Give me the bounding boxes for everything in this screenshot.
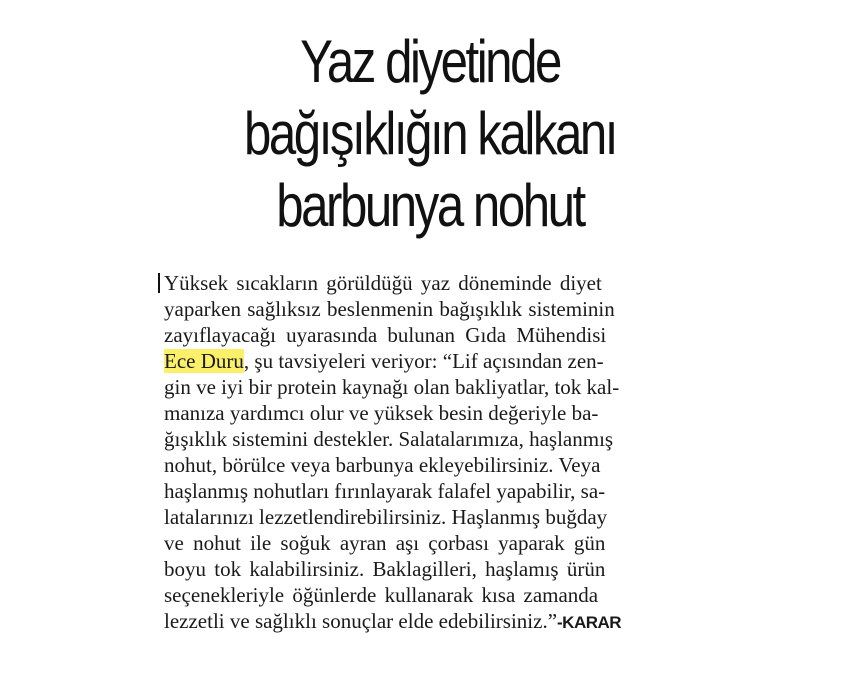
lead-rule <box>158 273 160 293</box>
body-line-2: yaparken sağlıksız beslenmenin bağışıklık sisteminin <box>164 297 615 321</box>
headline <box>200 26 659 242</box>
body-line-8: nohut, börülce veya barbunya ekleyebilirsiniz. Veya <box>164 453 601 477</box>
body-line-5: gin ve iyi bir protein kaynağı olan bakliyatlar, tok kal- <box>164 375 620 399</box>
body-line-9: haşlanmış nohutları fırınlayarak falafel yapabilir, sa- <box>164 479 606 503</box>
body-line-12: boyu tok kalabilirsiniz. Baklagilleri, haşlamış ürün <box>164 557 606 581</box>
body-line-1: Yüksek sıcakların görüldüğü yaz döneminde diyet <box>164 271 602 295</box>
headline-line-1: Yaz diyetinde <box>300 28 560 95</box>
body-line-6: manıza yardımcı olur ve yüksek besin değeriyle ba- <box>164 401 599 425</box>
headline-line-3: barbunya nohut <box>276 172 584 239</box>
headline-line-2: bağışıklığın kalkanı <box>244 100 616 167</box>
body-line-11: ve nohut ile soğuk ayran aşı çorbası yaparak gün <box>164 531 606 555</box>
highlighted-name: Ece Duru <box>164 349 244 373</box>
body-line-4 <box>164 348 604 374</box>
body-line-4-text: , şu tavsiyeleri veriyor: “Lif açısından zen- <box>243 349 604 373</box>
body-line-7: ğışıklık sistemini destekler. Salatalarımıza, haşlanmış <box>164 427 614 451</box>
body-line-10: latalarınızı lezzetlendirebilirsiniz. Haşlanmış buğday <box>164 505 608 529</box>
source-signature: -KARAR <box>557 613 622 632</box>
body-line-13: seçenekleriyle öğünlerde kullanarak kısa zamanda <box>164 583 599 607</box>
body-line-14 <box>164 608 621 636</box>
body-line-14-text: lezzetli ve sağlıklı sonuçlar elde edebilirsiniz.” <box>164 609 558 633</box>
body-line-3: zayıflayacağı uyarasında bulunan Gıda Mühendisi <box>164 323 607 347</box>
